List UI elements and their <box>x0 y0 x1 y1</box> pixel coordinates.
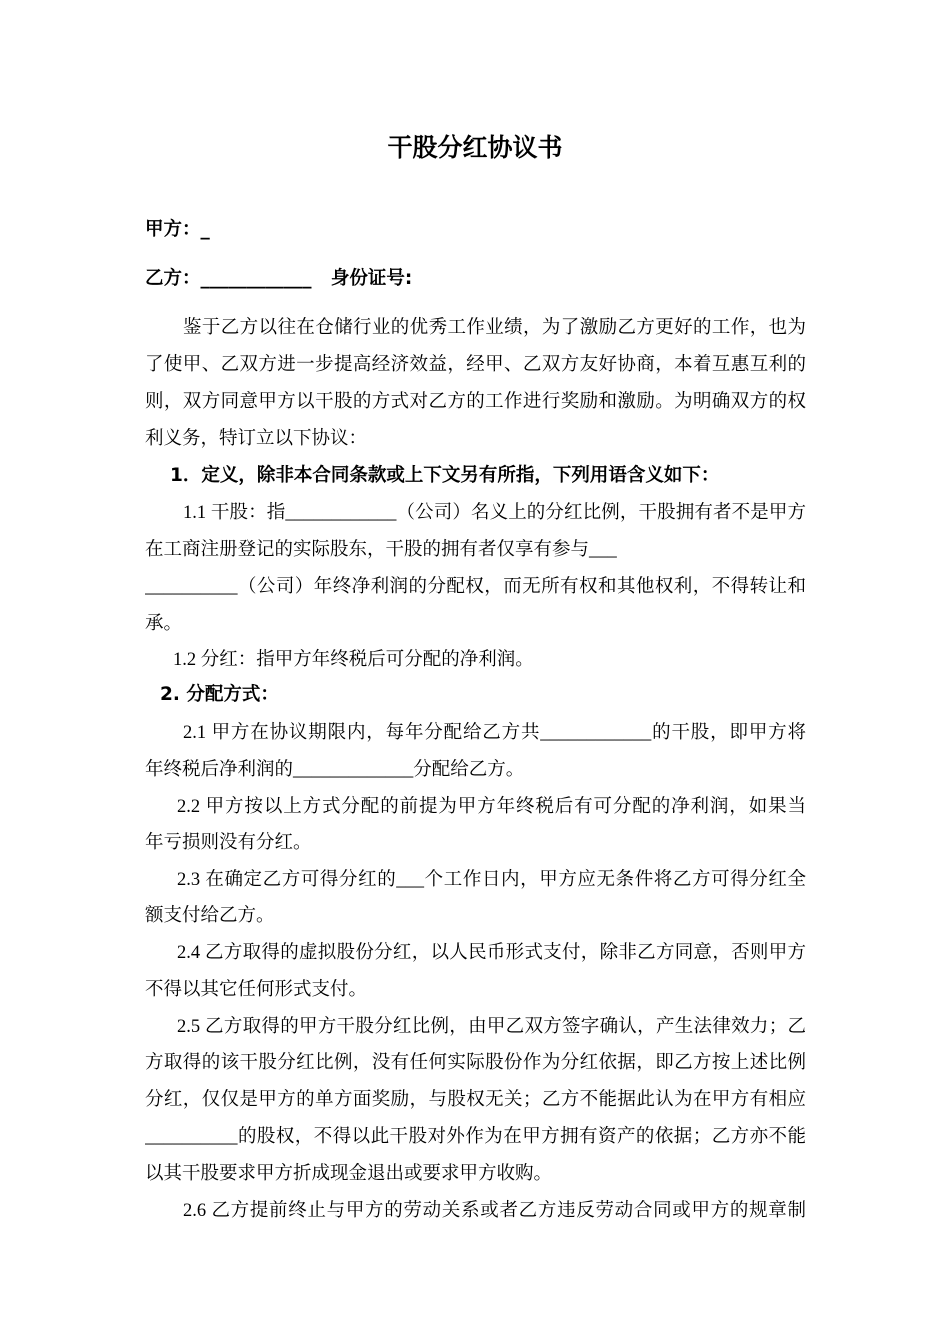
clause-2-4: 不得以其它任何形式支付。 <box>145 980 368 1000</box>
preamble-line: 鉴于乙方以往在仓储行业的优秀工作业绩，为了激励乙方更好的工作，也为 <box>183 318 806 338</box>
clause-2-2: 年亏损则没有分红。 <box>145 833 312 853</box>
clause-1-1: 承。 <box>145 614 183 634</box>
section-2-heading: 2. 分配方式： <box>160 684 279 705</box>
id-number-label: 身份证号: <box>330 268 413 289</box>
party-a-blank: _ <box>200 219 210 240</box>
clause-2-5: __________的股权，不得以此干股对外作为在甲方拥有资产的依据；乙方亦不能 <box>145 1127 806 1147</box>
preamble-line: 则，双方同意甲方以干股的方式对乙方的工作进行奖励和激励。为明确双方的权 <box>145 392 806 412</box>
party-a-line <box>145 218 210 242</box>
clause-2-3: 2.3 在确定乙方可得分红的___个工作日内，甲方应无条件将乙方可得分红全 <box>177 870 806 890</box>
party-b-line <box>145 267 412 291</box>
clause-2-2: 2.2 甲方按以上方式分配的前提为甲方年终税后有可分配的净利润，如果当 <box>177 797 806 817</box>
clause-1-2: 1.2 分红：指甲方年终税后可分配的净利润。 <box>173 650 534 670</box>
party-b-blank: ____________ <box>200 268 312 289</box>
clause-2-5: 方取得的该干股分红比例，没有任何实际股份作为分红依据，即乙方按上述比例 <box>145 1053 806 1073</box>
clause-2-1: 2.1 甲方在协议期限内，每年分配给乙方共____________的干股，即甲方将 <box>183 723 806 743</box>
clause-2-6: 2.6 乙方提前终止与甲方的劳动关系或者乙方违反劳动合同或甲方的规章制 <box>183 1201 806 1221</box>
clause-1-1: 在工商注册登记的实际股东，干股的拥有者仅享有参与___ <box>145 540 617 560</box>
document-title: 干股分红协议书 <box>387 133 563 162</box>
preamble-line: 了使甲、乙双方进一步提高经济效益，经甲、乙双方友好协商，本着互惠互利的 <box>145 355 806 375</box>
section-1-heading: 1．定义，除非本合同条款或上下文另有所指，下列用语含义如下： <box>170 465 720 486</box>
clause-2-3: 额支付给乙方。 <box>145 906 275 926</box>
clause-2-1: 年终税后净利润的_____________分配给乙方。 <box>145 760 525 780</box>
clause-2-5: 2.5 乙方取得的甲方干股分红比例，由甲乙双方签字确认，产生法律效力；乙 <box>177 1017 806 1037</box>
clause-2-5: 以其干股要求甲方折成现金退出或要求甲方收购。 <box>145 1164 553 1184</box>
preamble-line: 利义务，特订立以下协议： <box>145 429 368 449</box>
clause-1-1: __________（公司）年终净利润的分配权，而无所有权和其他权利，不得转让和 <box>145 577 806 597</box>
party-a-label: 甲方： <box>145 219 201 240</box>
clause-2-5: 分红，仅仅是甲方的单方面奖励，与股权无关；乙方不能据此认为在甲方有相应 <box>145 1090 806 1110</box>
party-b-label: 乙方： <box>145 268 201 289</box>
clause-2-4: 2.4 乙方取得的虚拟股份分红，以人民币形式支付，除非乙方同意，否则甲方 <box>177 943 806 963</box>
clause-1-1: 1.1 干股：指____________（公司）名义上的分红比例，干股拥有者不是甲方 <box>183 503 806 523</box>
